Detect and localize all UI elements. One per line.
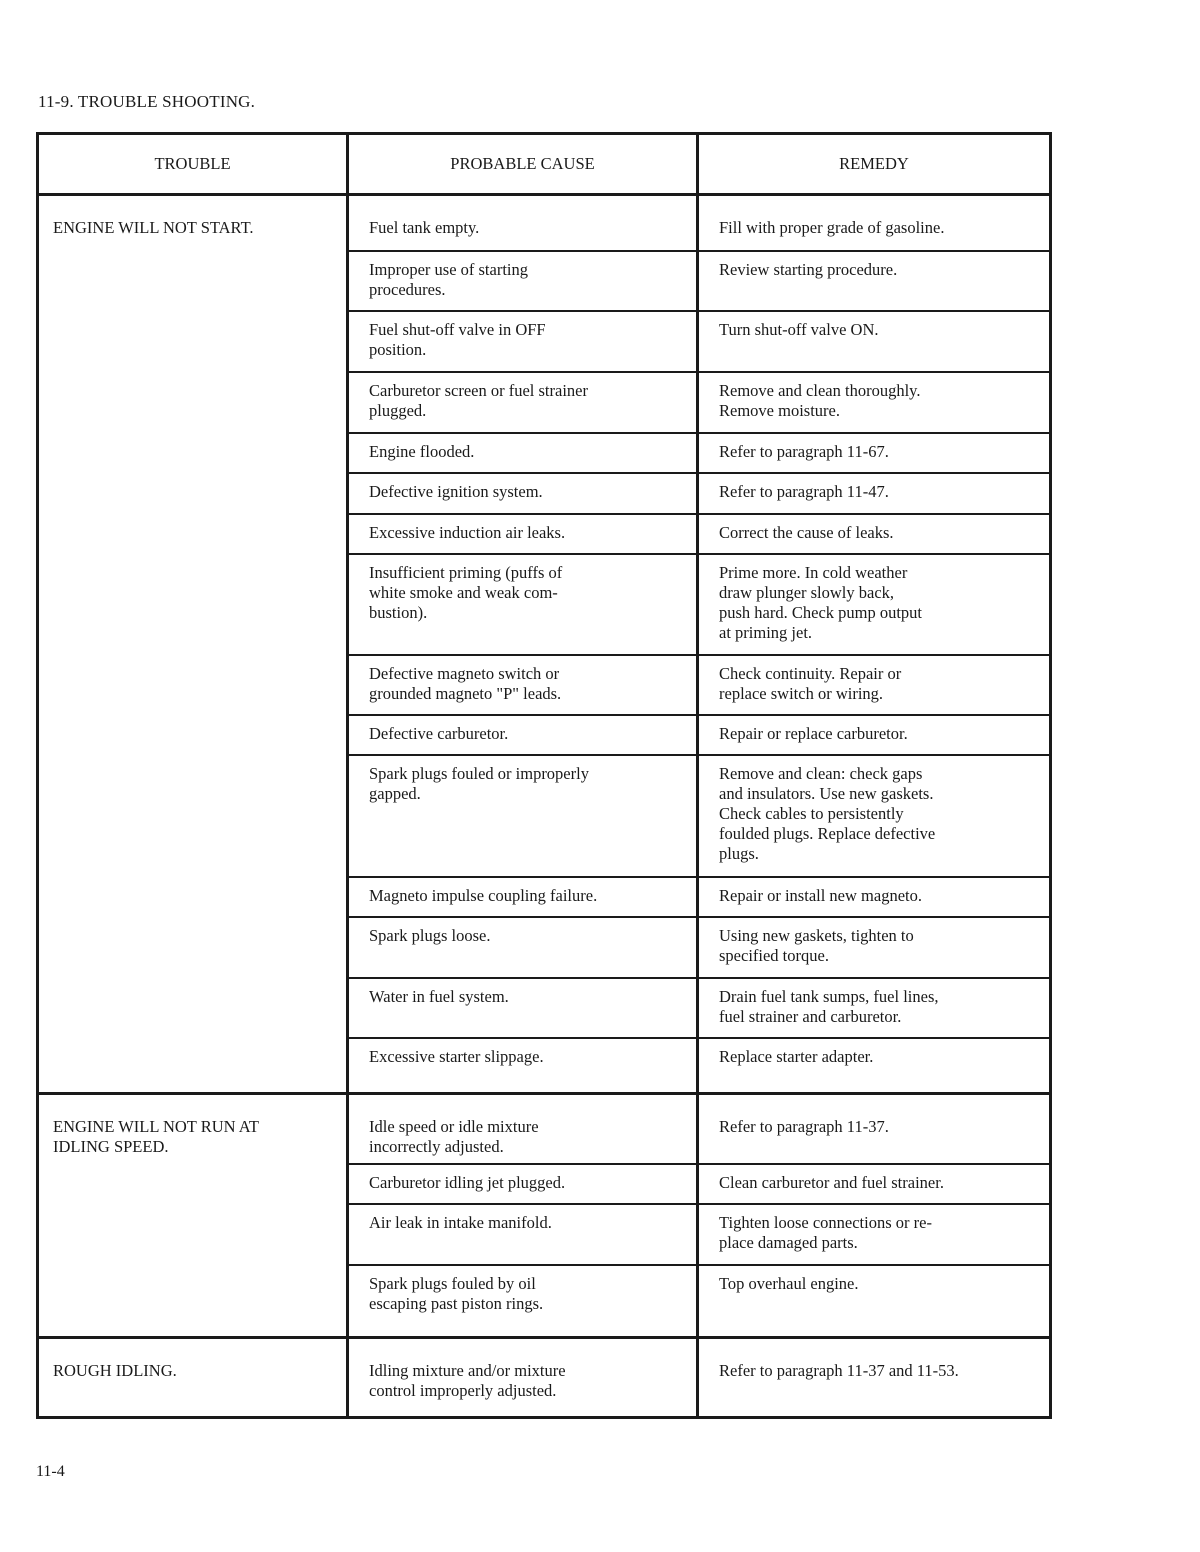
trouble-cell (38, 1337, 348, 1417)
remedy-cell: Top overhaul engine. (698, 1265, 1051, 1337)
cause-cell: Fuel shut-off valve in OFF position. (348, 311, 698, 372)
cause-cell: Improper use of starting procedures. (348, 251, 698, 311)
cause-cell: Fuel tank empty. (348, 195, 698, 251)
remedy-cell: Clean carburetor and fuel strainer. (698, 1164, 1051, 1204)
section-title: 11-9. TROUBLE SHOOTING. (38, 92, 256, 111)
table-row (38, 1337, 1051, 1417)
table-row (38, 1094, 1051, 1165)
cause-cell: Defective magneto switch or grounded magneto "P" leads. (348, 655, 698, 715)
cause-cell: Spark plugs loose. (348, 917, 698, 978)
remedy-cell: Fill with proper grade of gasoline. (698, 195, 1051, 251)
cause-cell: Engine flooded. (348, 433, 698, 473)
remedy-cell: Drain fuel tank sumps, fuel lines, fuel strainer and carburetor. (698, 978, 1051, 1038)
trouble-text: ENGINE WILL NOT START. (53, 218, 254, 237)
header-trouble: TROUBLE (38, 134, 348, 195)
remedy-cell: Refer to paragraph 11-37. (698, 1094, 1051, 1165)
remedy-cell: Prime more. In cold weather draw plunger slowly back, push hard. Check pump output at priming jet. (698, 554, 1051, 655)
cause-cell: Air leak in intake manifold. (348, 1204, 698, 1265)
remedy-cell: Correct the cause of leaks. (698, 514, 1051, 554)
remedy-cell: Repair or replace carburetor. (698, 715, 1051, 755)
cause-cell: Spark plugs fouled by oil escaping past piston rings. (348, 1265, 698, 1337)
remedy-cell: Tighten loose connections or re- place damaged parts. (698, 1204, 1051, 1265)
trouble-text: ROUGH IDLING. (53, 1360, 177, 1380)
remedy-cell: Remove and clean: check gaps and insulators. Use new gaskets. Check cables to persistently foulded plugs. Replace defective plugs. (698, 755, 1051, 877)
cause-cell: Excessive induction air leaks. (348, 514, 698, 554)
trouble-cell (38, 195, 348, 1094)
remedy-cell: Replace starter adapter. (698, 1038, 1051, 1094)
cause-cell: Idling mixture and/or mixture control improperly adjusted. (348, 1337, 698, 1417)
cause-cell: Excessive starter slippage. (348, 1038, 698, 1094)
trouble-text: ENGINE WILL NOT RUN AT IDLING SPEED. (53, 1117, 259, 1156)
header-probable-cause: PROBABLE CAUSE (348, 134, 698, 195)
cause-cell: Defective ignition system. (348, 473, 698, 514)
remedy-cell: Refer to paragraph 11-67. (698, 433, 1051, 473)
remedy-cell: Using new gaskets, tighten to specified torque. (698, 917, 1051, 978)
remedy-cell: Remove and clean thoroughly. Remove moisture. (698, 372, 1051, 433)
cause-cell: Magneto impulse coupling failure. (348, 877, 698, 917)
table-row (38, 195, 1051, 251)
remedy-cell: Review starting procedure. (698, 251, 1051, 311)
trouble-shooting-table (36, 132, 1052, 1419)
remedy-cell: Refer to paragraph 11-47. (698, 473, 1051, 514)
cause-cell: Insufficient priming (puffs of white smoke and weak com- bustion). (348, 554, 698, 655)
remedy-cell: Turn shut-off valve ON. (698, 311, 1051, 372)
cause-cell: Idle speed or idle mixture incorrectly adjusted. (348, 1094, 698, 1165)
table-header-row (38, 134, 1051, 195)
cause-cell: Carburetor screen or fuel strainer plugged. (348, 372, 698, 433)
remedy-cell: Repair or install new magneto. (698, 877, 1051, 917)
cause-cell: Defective carburetor. (348, 715, 698, 755)
cause-cell: Water in fuel system. (348, 978, 698, 1038)
cause-cell: Carburetor idling jet plugged. (348, 1164, 698, 1204)
remedy-cell: Check continuity. Repair or replace switch or wiring. (698, 655, 1051, 715)
header-remedy: REMEDY (698, 134, 1051, 195)
cause-cell: Spark plugs fouled or improperly gapped. (348, 755, 698, 877)
trouble-cell (38, 1094, 348, 1338)
remedy-cell: Refer to paragraph 11-37 and 11-53. (698, 1337, 1051, 1417)
page-number: 11-4 (36, 1463, 65, 1480)
